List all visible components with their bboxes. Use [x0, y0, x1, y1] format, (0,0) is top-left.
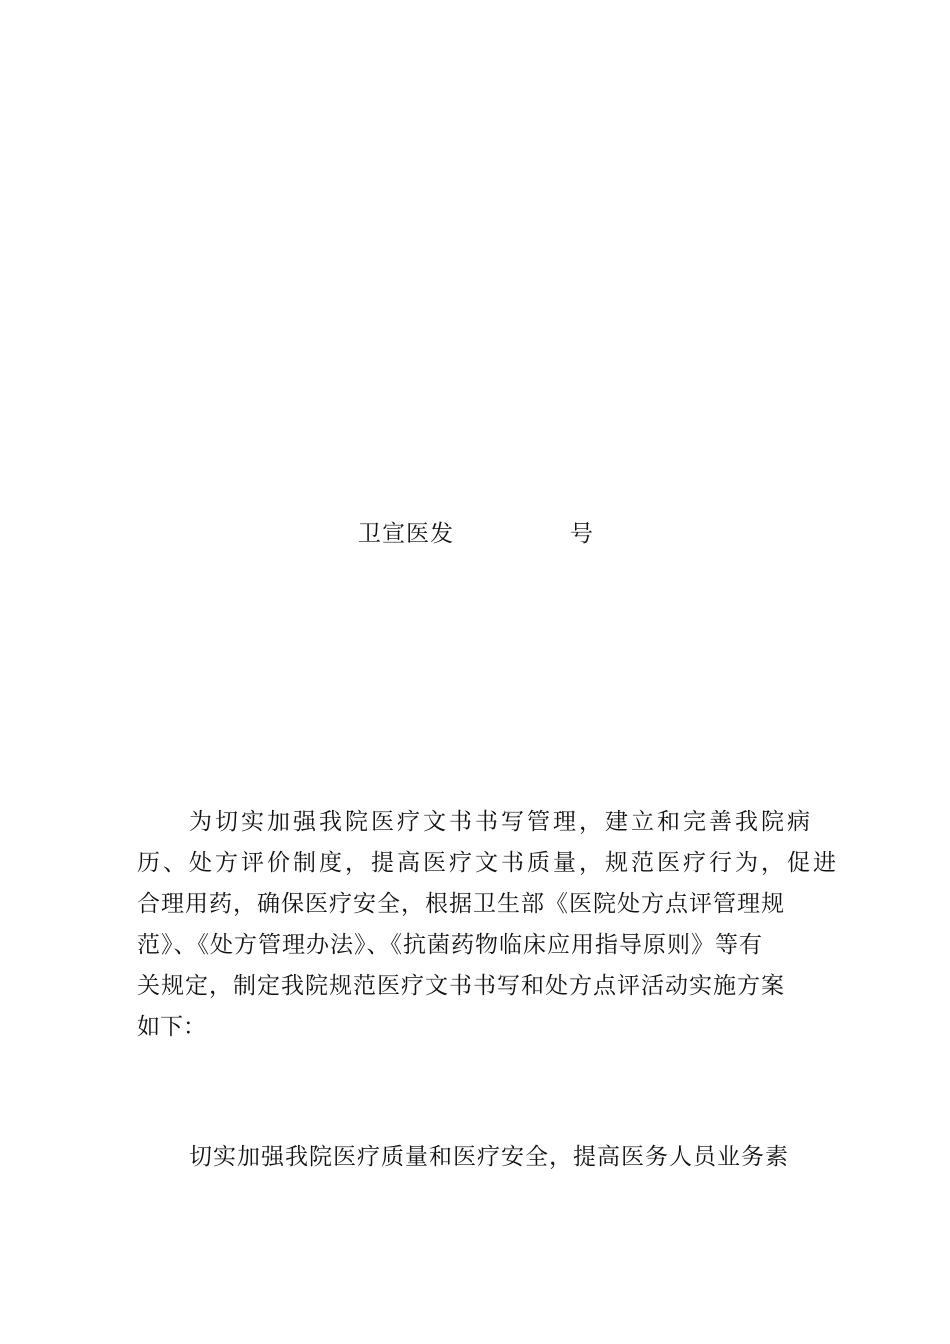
- intro-paragraph-line: 范》、《处方管理办法》、《抗菌药物临床应用指导原则》等有: [137, 932, 763, 958]
- intro-paragraph-line: 为切实加强我院医疗文书书写管理，建立和完善我院病: [189, 809, 813, 835]
- document-number-prefix: 卫宣医发: [358, 521, 454, 547]
- document-number-suffix: 号: [570, 521, 594, 547]
- intro-paragraph: [137, 802, 847, 1048]
- body-paragraph: 切实加强我院医疗质量和医疗安全，提高医务人员业务素: [189, 1144, 789, 1170]
- intro-paragraph-line: 如下：: [137, 1014, 206, 1040]
- intro-paragraph-line: 合理用药，确保医疗安全，根据卫生部《医院处方点评管理规: [137, 891, 785, 917]
- intro-paragraph-line: 历、处方评价制度，提高医疗文书质量，规范医疗行为，促进: [137, 850, 839, 876]
- intro-paragraph-line: 关规定，制定我院规范医疗文书书写和处方点评活动实施方案: [137, 973, 785, 999]
